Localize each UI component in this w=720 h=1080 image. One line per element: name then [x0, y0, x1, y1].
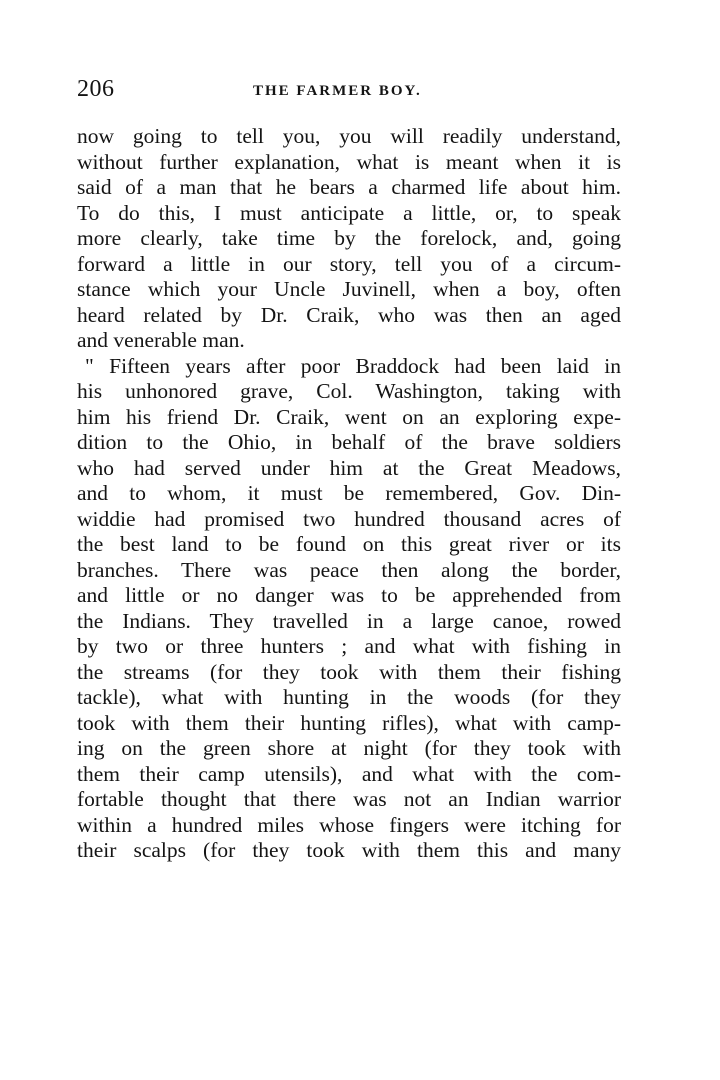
text-line: now going to tell you, you will readily understand,	[77, 124, 621, 148]
text-line: who had served under him at the Great Meadows,	[77, 455, 621, 480]
text-line: and to whom, it must be remembered, Gov. Din-	[77, 481, 621, 505]
text-line: his unhonored grave, Col. Washington, taking with	[77, 379, 621, 403]
text-line: them their camp utensils), and what with the com-	[77, 761, 621, 786]
body-text	[77, 124, 621, 864]
page-number: 206	[77, 76, 115, 102]
text-line: and little or no danger was to be apprehended from	[77, 583, 621, 607]
text-line: ing on the green shore at night (for they took with	[77, 736, 621, 760]
text-line: widdie had promised two hundred thousand acres of	[77, 506, 621, 531]
text-line: by two or three hunters ; and what with fishing in	[77, 634, 621, 658]
text-line: stance which your Uncle Juvinell, when a boy, often	[77, 277, 621, 301]
text-line: dition to the Ohio, in behalf of the brave soldiers	[77, 430, 621, 454]
text-line: the Indians. They travelled in a large canoe, rowed	[77, 608, 621, 633]
text-line: branches. There was peace then along the border,	[77, 557, 621, 582]
running-title: THE FARMER BOY.	[253, 83, 422, 99]
text-line: tackle), what with hunting in the woods (for they	[77, 685, 621, 709]
text-line: To do this, I must anticipate a little, or, to speak	[77, 200, 621, 225]
text-line: the streams (for they took with them their fishing	[77, 659, 621, 684]
text-line: took with them their hunting rifles), what with camp-	[77, 710, 621, 735]
text-line: more clearly, take time by the forelock, and, going	[77, 226, 621, 250]
text-line: their scalps (for they took with them this and many	[77, 838, 621, 862]
text-line: fortable thought that there was not an Indian warrior	[77, 787, 621, 811]
text-line: without further explanation, what is meant when it is	[77, 149, 621, 174]
text-line: forward a little in our story, tell you of a circum-	[77, 251, 621, 276]
text-line: and venerable man.	[77, 328, 245, 352]
text-line: said of a man that he bears a charmed life about him.	[77, 175, 621, 199]
text-line: " Fifteen years after poor Braddock had been laid in	[85, 353, 621, 378]
running-head	[77, 74, 621, 104]
text-line: the best land to be found on this great river or its	[77, 532, 621, 556]
text-line: heard related by Dr. Craik, who was then an aged	[77, 302, 621, 327]
text-line: him his friend Dr. Craik, went on an exploring expe-	[77, 404, 621, 429]
text-line: within a hundred miles whose fingers were itching for	[77, 812, 621, 837]
